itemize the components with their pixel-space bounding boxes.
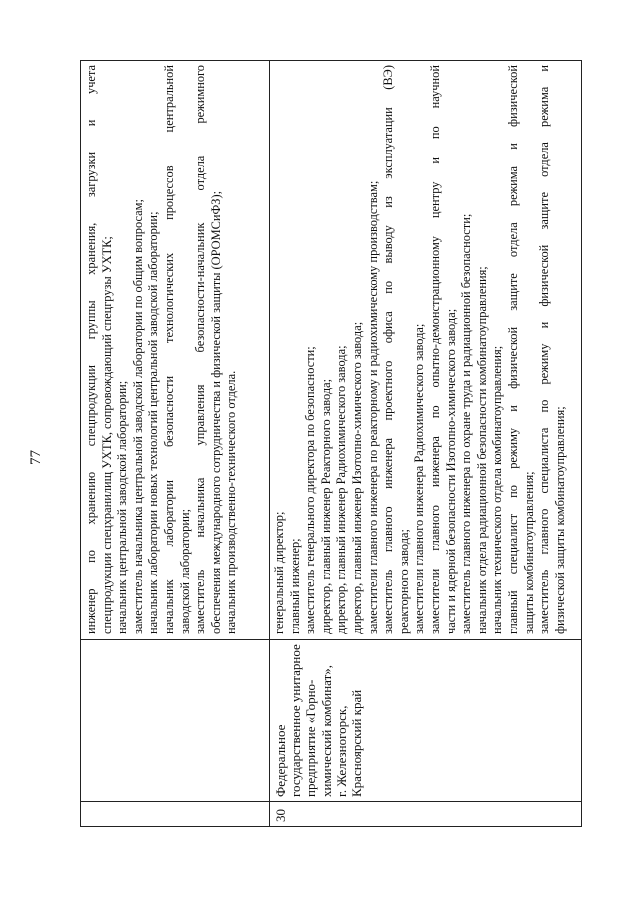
position-line: директор, главный инженер Реакторного завода; — [318, 378, 333, 634]
position-line: директор, главный инженер Изотопно-химического завода; — [349, 321, 364, 634]
organization-name — [81, 640, 85, 801]
organization-line: химический комбинат», — [318, 664, 334, 797]
row-number — [81, 802, 85, 826]
positions-cell — [269, 61, 581, 639]
position-line: реакторного завода; — [396, 529, 411, 634]
position-line: заместитель главного специалиста по режиму и физической защите отдела режима и — [537, 65, 552, 634]
page-number: 77 — [28, 450, 44, 465]
table-row — [269, 61, 581, 826]
position-line: заместитель начальника центральной заводской лаборатории по общим вопросам; — [130, 199, 145, 634]
row-number-cell — [269, 801, 581, 826]
organization-cell — [269, 639, 581, 801]
position-line: физической защиты комбинатоуправления; — [552, 406, 567, 634]
positions-list — [269, 61, 568, 639]
positions-cell — [81, 61, 269, 639]
position-line: начальник производственно-технического отдела. — [224, 370, 239, 634]
row-number-cell — [81, 801, 269, 826]
organization-line: Федеральное — [273, 724, 288, 797]
row-number: 30 — [273, 809, 288, 822]
organization-cell — [81, 639, 269, 801]
positions-table — [80, 60, 582, 827]
position-line: защиты комбинатоуправления; — [521, 471, 536, 634]
position-line: заместитель генерального директора по безопасности; — [303, 346, 318, 634]
position-line: главный специалист по режиму и физической защите отдела режима и физической — [505, 65, 520, 634]
position-line: начальник технического отдела комбинатоуправления; — [490, 345, 505, 634]
position-line: заместитель начальника управления безопасности-начальник отдела режимного — [193, 65, 208, 634]
position-line: главный инженер; — [287, 538, 302, 634]
position-line: заместитель главного инженера проектного офиса по выводу из эксплуатации (ВЭ) — [381, 65, 396, 634]
organization-line: государственное унитарное — [288, 644, 304, 797]
position-line: генеральный директор; — [272, 511, 286, 634]
organization-line: г. Железногорск, — [333, 705, 349, 797]
position-line: заместители главного инженера Радиохимического завода; — [412, 323, 427, 634]
position-line: обеспечения международного сотрудничества и физической защиты (ОРОМСиФЗ); — [208, 190, 223, 634]
organization-line: предприятие «Горно- — [303, 679, 319, 797]
position-line: начальник отдела радиационной безопасности комбинатоуправления; — [474, 266, 489, 634]
position-line: заводской лаборатории; — [177, 508, 192, 634]
position-line: начальник лаборатории новых технологий центральной заводской лаборатории; — [146, 211, 161, 634]
position-line: спецпродукции спецхранилищ УХТК, сопровождающий спецгрузы УХТК; — [99, 236, 114, 634]
position-line: заместитель главного инженера по охране труда и радиационной безопасности; — [459, 213, 474, 634]
organization-line: Красноярский край — [349, 689, 365, 797]
organization-name — [269, 640, 364, 801]
position-line: заместители главного инженера по реакторному и радиохимическому производствам; — [365, 180, 380, 634]
position-line: директор, главный инженер Радиохимического завода; — [334, 345, 349, 634]
position-line: заместители главного инженера по опытно-демонстрационному центру и по научной — [427, 65, 442, 634]
position-line: части и ядерной безопасности Изотопно-химического завода; — [443, 308, 458, 634]
position-line: начальник лаборатории безопасности технологических процессов центральной — [161, 65, 176, 634]
table-row — [81, 61, 270, 826]
positions-list — [81, 61, 240, 639]
position-line: начальник центральной заводской лаборатории; — [115, 380, 130, 634]
position-line: инженер по хранению спецпродукции группы хранения, загрузки и учета — [84, 65, 98, 634]
